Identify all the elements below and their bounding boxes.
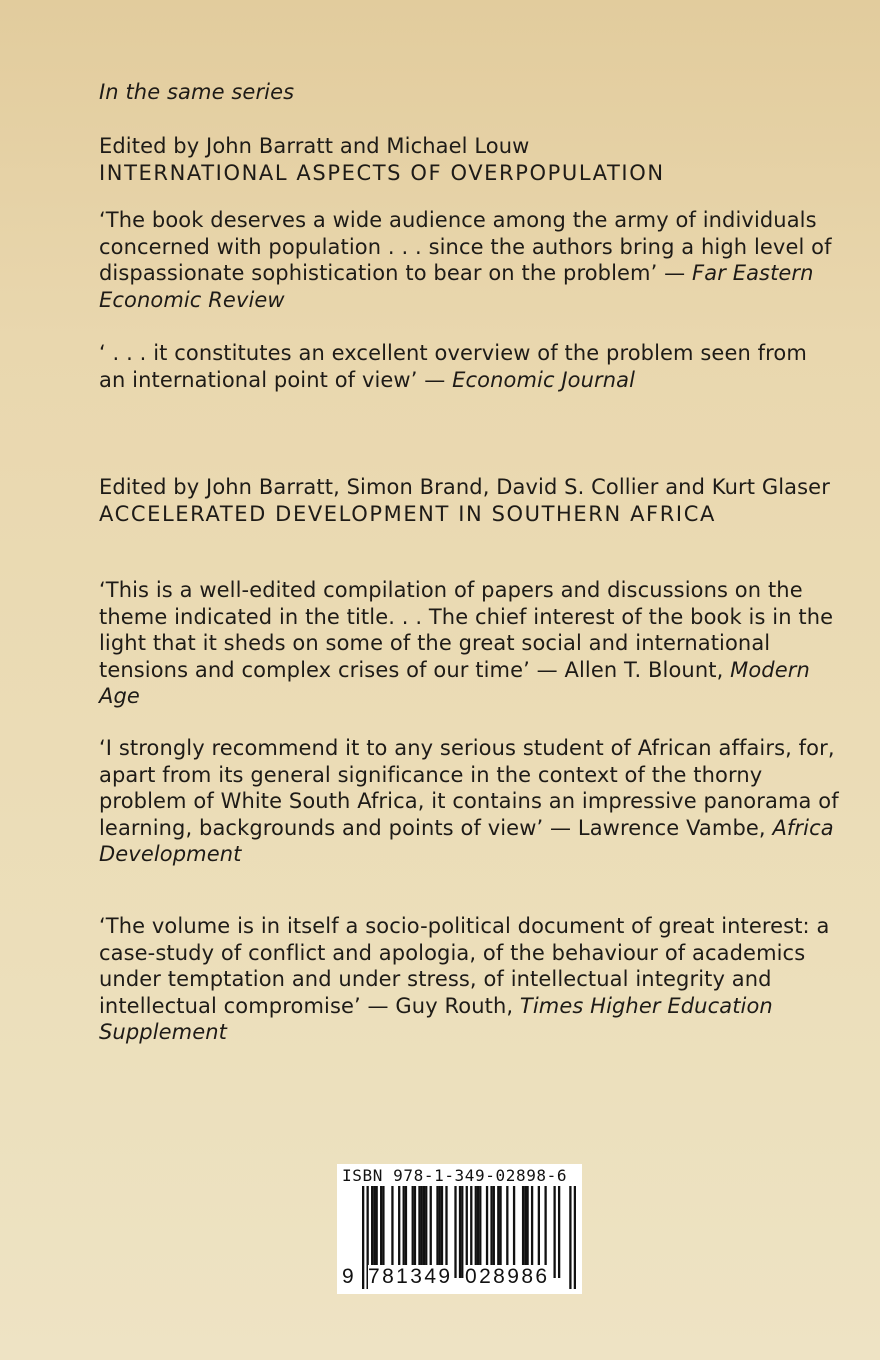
barcode-bar (569, 1186, 571, 1289)
review-text: ‘The volume is in itself a socio-political document of great interest: a case-study of conflict and apologia, of the behaviour of academics under temptation and under stress, of intellectual integrity and intellectual compromise’ — Guy Routh, (99, 914, 830, 1018)
review-text: ‘This is a well-edited compilation of papers and discussions on the theme indicated in the title. . . The chief interest of the book is in the light that it sheds on some of the great social and international tensions and complex crises of our time’ — Allen T. Blount, (99, 578, 834, 682)
review-source: Africa Development (99, 815, 834, 866)
book-1-review-2 (99, 340, 839, 393)
barcode-bar (461, 1186, 463, 1278)
book-1-review-1 (99, 207, 839, 313)
book-2-review-1 (99, 577, 839, 710)
barcode-bar (574, 1186, 576, 1289)
barcode-bar (459, 1186, 461, 1278)
review-source: Times Higher Education Supplement (99, 993, 773, 1044)
review-quote (99, 340, 839, 393)
series-heading: In the same series (99, 80, 295, 104)
book-2-review-3 (99, 913, 839, 1046)
review-quote (99, 735, 839, 868)
review-text: ‘ . . . it constitutes an excellent overview of the problem seen from an international point of view’ — (99, 341, 807, 392)
review-source: Economic Journal (452, 367, 636, 392)
review-text: ‘I strongly recommend it to any serious student of African affairs, for, apart from its general significance in the context of the thorny problem of White South Africa, it contains an impressive panorama of learning, backgrounds and points of view’ — Lawrence Vambe, (99, 736, 839, 840)
barcode-digit-group-2: 028986 (465, 1265, 550, 1288)
isbn-label: ISBN 978-1-349-02898-6 (342, 1166, 568, 1185)
book-2-review-2 (99, 735, 839, 868)
review-quote (99, 913, 839, 1046)
barcode-bar (558, 1186, 560, 1278)
barcode-bar (454, 1186, 456, 1278)
book-entry-1 (99, 133, 839, 186)
isbn-barcode (337, 1164, 582, 1294)
barcode-bar (362, 1186, 364, 1289)
review-text: ‘The book deserves a wide audience among the army of individuals concerned with population . . . since the authors bring a high level of dispassionate sophistication to bear on the problem’ — (99, 208, 832, 285)
review-quote (99, 207, 839, 313)
review-source: Far Eastern Economic Review (99, 261, 814, 312)
book-entry-2 (99, 474, 839, 527)
barcode-digit-first: 9 (342, 1265, 354, 1288)
review-source: Modern Age (99, 657, 810, 708)
book-1-title: INTERNATIONAL ASPECTS OF OVERPOPULATION (99, 160, 665, 185)
book-2-editors: Edited by John Barratt, Simon Brand, David S. Collier and Kurt Glaser (99, 475, 830, 499)
barcode-digit-group-1: 781349 (368, 1265, 453, 1288)
barcode-bar (553, 1186, 555, 1278)
book-1-editors: Edited by John Barratt and Michael Louw (99, 134, 530, 158)
book-2-title: ACCELERATED DEVELOPMENT IN SOUTHERN AFRICA (99, 501, 716, 526)
review-quote (99, 577, 839, 710)
